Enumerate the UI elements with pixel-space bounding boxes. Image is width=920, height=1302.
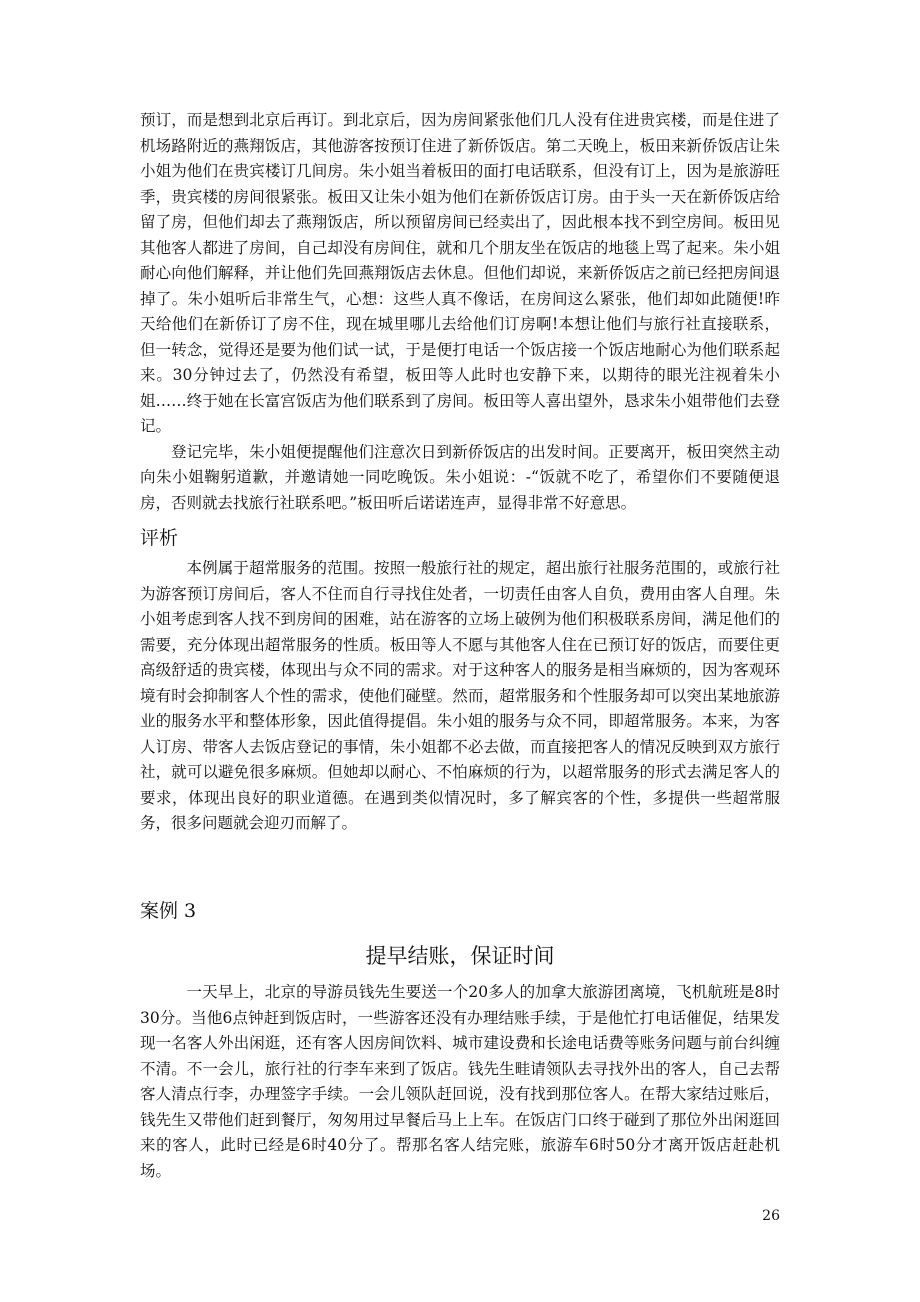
case-label: 案例 3 xyxy=(140,900,197,922)
case-title: 提早结账，保证时间 xyxy=(365,944,555,968)
page-content xyxy=(140,108,780,1180)
page-number: 26 xyxy=(762,1208,780,1224)
story-paragraph-1: 预订，而是想到北京后再订。到北京后，因为房间紧张他们几人没有住进贵宾楼，而是住进了机场路附近的燕翔饭店，其他游客按预订住进了新侨饭店。第二天晚上，板田来新侨饭店让朱小姐为他们在贵宾楼订几间房。朱小姐当着板田的面打电话联系，但没有订上，因为是旅游旺季，贵宾楼的房间很紧张。板田又让朱小姐为他们在新侨饭店订房。由于头一天在新侨饭店给留了房，但他们却去了燕翔饭店，所以预留房间已经卖出了，因此根本找不到空房间。板田见其他客人都进了房间，自己却没有房间住，就和几个朋友坐在饭店的地毯上骂了起来。朱小姐耐心向他们解释，并让他们先回燕翔饭店去休息。但他们却说，来新侨饭店之前已经把房间退掉了。朱小姐听后非常生气，心想：这些人真不像话，在房间这么紧张，他们却如此随便!昨天给他们在新侨订了房不住，现在城里哪儿去给他们订房啊!本想让他们与旅行社直接联系，但一转念，觉得还是要为他们试一试，于是便打电话一个饭店接一个饭店地耐心为他们联系起来。30分钟过去了，仍然没有希望，板田等人此时也安静下来，以期待的眼光注视着朱小姐……终于她在长富宫饭店为他们联系到了房间。板田等人喜出望外，恳求朱小姐带他们去登记。 xyxy=(140,111,780,435)
case-body xyxy=(140,980,780,1184)
case-paragraph: 一天早上，北京的导游员钱先生要送一个20多人的加拿大旅游团离境，飞机航班是8时30分。当他6点钟赶到饭店时，一些游客还没有办理结账手续，于是他忙打电话催促，结果发现一名客人外出闲逛，还有客人因房间饮料、城市建设费和长途电话费等账务问题与前台纠缠不清。不一会儿，旅行社的行李车来到了饭店。钱先生畦请领队去寻找外出的客人，自己去帮客人清点行李，办理签字手续。一会儿领队赶回说，没有找到那位客人。在帮大家结过账后，钱先生又带他们赶到餐厅，匆匆用过早餐后马上上车。在饭店门口终于碰到了那位外出闲逛回来的客人，此时已经是6时40分了。帮那名客人结完账，旅游车6时50分才离开饭店赶赴机场。 xyxy=(140,983,780,1180)
story-paragraph-2: 登记完毕，朱小姐便提醒他们注意次日到新侨饭店的出发时间。正要离开，板田突然主动向朱小姐鞠躬道歉，并邀请她一同吃晚饭。朱小姐说：-“饭就不吃了，希望你们不要随便退房，否则就去找旅行社联系吧。”板田听后诺诺连声，显得非常不好意思。 xyxy=(140,442,780,512)
analysis-paragraph: 本例属于超常服务的范围。按照一般旅行社的规定，超出旅行社服务范围的，或旅行社为游客预订房间后，客人不住而自行寻找住处者，一切责任由客人自负，费用由客人自理。朱小姐考虑到客人找不到房间的困难，站在游客的立场上破例为他们积极联系房间，满足他们的需要，充分体现出超常服务的性质。板田等人不愿与其他客人住在已预订好的饭店，而要住更高级舒适的贵宾楼，体现出与众不同的需求。对于这种客人的服务是相当麻烦的，因为客观环境有时会抑制客人个性的需求，使他们碰壁。然而，超常服务和个性服务却可以突出某地旅游业的服务水平和整体形象，因此值得提倡。朱小姐的服务与众不同，即超常服务。本来，为客人订房、带客人去饭店登记的事情，朱小姐都不必去做，而直接把客人的情况反映到双方旅行社，就可以避免很多麻烦。但她却以耐心、不怕麻烦的行为，以超常服务的形式去满足客人的要求，体现出良好的职业道德。在遇到类似情况时，多了解宾客的个性，多提供一些超常服务，很多问题就会迎刃而解了。 xyxy=(140,559,780,832)
analysis-heading: 评析 xyxy=(140,527,179,549)
